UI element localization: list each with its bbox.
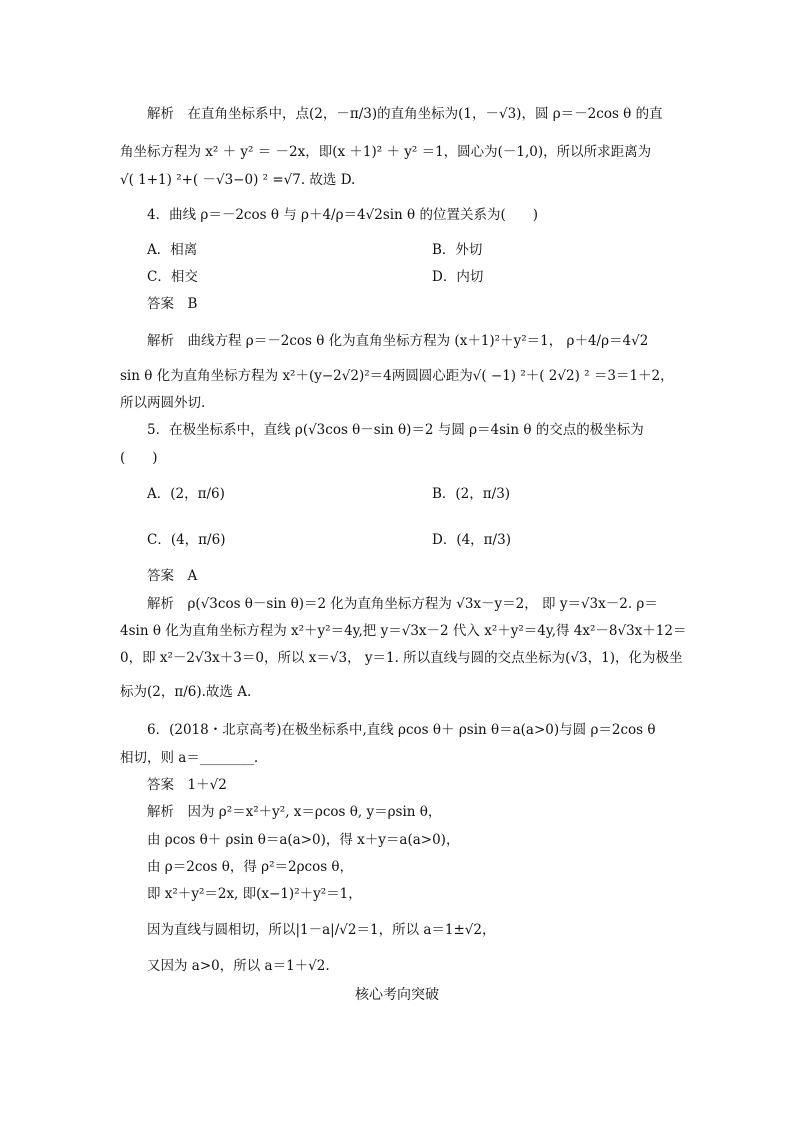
- q5-option-b: B．(2，π/3): [432, 486, 511, 502]
- q4-option-b: B．外切: [432, 242, 483, 258]
- line-2: 角坐标方程为 x² ＋ y² ＝ －2x，即(x ＋1)² ＋ y² ＝1，圆心为(－1,0)，所以所求距离为: [120, 144, 652, 160]
- line-3: √( 1+1) ²+( －√3−0) ² =√7. 故选 D.: [120, 172, 356, 188]
- q5-explain-1: 解析 ρ(√3cos θ－sin θ)＝2 化为直角坐标方程为 √3x－y＝2， 即 y＝√3x－2. ρ＝: [147, 596, 658, 612]
- question-6: 6．(2018・北京高考)在极坐标系中,直线 ρcos θ＋ ρsin θ＝a(a>0)与圆 ρ＝2cos θ: [147, 722, 656, 738]
- q4-answer: 答案 B: [147, 296, 198, 312]
- q6-explain-2: 由 ρcos θ＋ ρsin θ＝a(a>0)，得 x＋y＝a(a>0)，: [147, 832, 460, 848]
- q4-option-d: D．内切: [432, 269, 484, 285]
- q5-answer: 答案 A: [147, 568, 198, 584]
- q6-explain-1: 解析 因为 ρ²＝x²＋y², x＝ρcos θ, y＝ρsin θ，: [147, 804, 442, 820]
- q4-explain-3: 所以两圆外切.: [120, 395, 206, 411]
- q5-option-d: D．(4，π/3): [432, 532, 511, 548]
- q5-option-a: A．(2，π/6): [147, 486, 225, 502]
- q6-explain-3: 由 ρ＝2cos θ，得 ρ²＝2ρcos θ，: [147, 859, 354, 875]
- q5-explain-2: 4sin θ 化为直角坐标方程为 x²＋y²＝4y,把 y＝√3x－2 代入 x²＋y²＝4y,得 4x²－8√3x＋12＝: [120, 623, 687, 639]
- q6-explain-4: 即 x²＋y²＝2x, 即(x−1)²＋y²＝1，: [147, 886, 362, 902]
- question-5: 5．在极坐标系中，直线 ρ(√3cos θ－sin θ)＝2 与圆 ρ＝4sin θ 的交点的极坐标为: [147, 422, 644, 438]
- q5-explain-4: 标为(2，π/6).故选 A.: [120, 684, 252, 700]
- section-title: 核心考向突破: [355, 987, 439, 1003]
- question-5-cont: ( ): [120, 450, 158, 466]
- line-1: 解析 在直角坐标系中，点(2，－π/3)的直角坐标为(1，－√3)，圆 ρ＝－2cos θ 的直: [147, 106, 663, 122]
- question-6-cont: 相切，则 a＝________.: [120, 750, 259, 766]
- question-4: 4．曲线 ρ＝－2cos θ 与 ρ＋4/ρ＝4√2sin θ 的位置关系为( ): [147, 207, 538, 223]
- q6-answer: 答案 1＋√2: [147, 777, 227, 793]
- q6-explain-6: 又因为 a>0，所以 a＝1＋√2.: [147, 958, 330, 974]
- q4-option-c: C．相交: [147, 269, 198, 285]
- q5-option-c: C．(4，π/6): [147, 532, 226, 548]
- q4-explain-1: 解析 曲线方程 ρ＝－2cos θ 化为直角坐标方程为 (x＋1)²＋y²＝1， ρ＋4/ρ＝4√2: [147, 333, 649, 349]
- q5-explain-3: 0，即 x²－2√3x＋3＝0，所以 x＝√3， y＝1. 所以直线与圆的交点坐标为(√3，1)，化为极坐: [120, 650, 683, 666]
- q6-explain-5: 因为直线与圆相切，所以|1－a|/√2＝1，所以 a＝1±√2，: [147, 922, 496, 938]
- q4-option-a: A．相离: [147, 242, 198, 258]
- q4-explain-2: sin θ 化为直角坐标方程为 x²＋(y−2√2)²＝4两圆圆心距为√( −1) ²＋( 2√2) ² ＝3＝1＋2，: [120, 368, 674, 384]
